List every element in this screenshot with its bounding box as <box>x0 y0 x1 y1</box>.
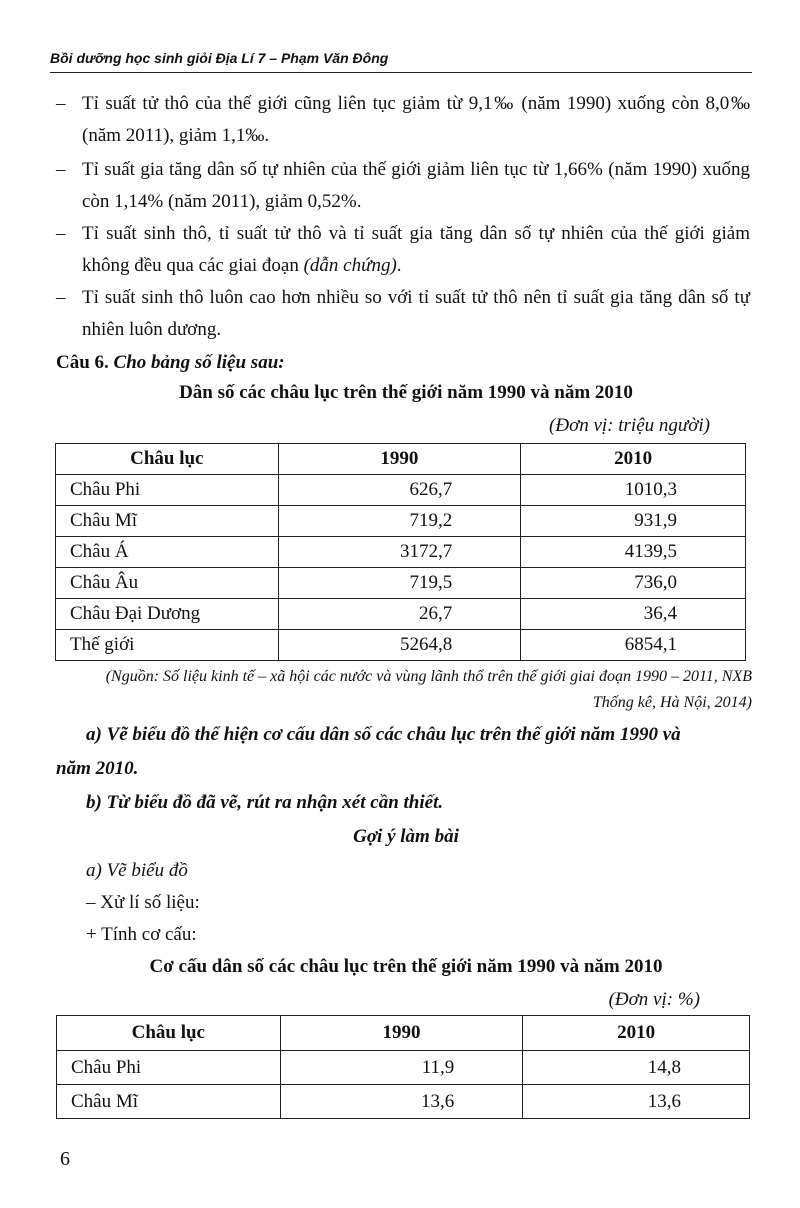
table-cell: 26,7 <box>278 599 521 630</box>
table2-unit: (Đơn vị: %) <box>608 989 700 1010</box>
guide-step-structure: + Tính cơ cấu: <box>86 924 197 945</box>
table1-unit: (Đơn vị: triệu người) <box>549 415 710 436</box>
table-cell: 626,7 <box>278 475 521 506</box>
bullet-text: Tỉ suất gia tăng dân số tự nhiên của thế giới giảm liên tục từ 1,66% (năm 1990) xuống còn 1,14% (năm 2011), giảm 0,52%. <box>82 159 750 212</box>
table-row <box>56 506 746 537</box>
table-row <box>56 599 746 630</box>
table-row <box>56 630 746 661</box>
question-prompt: Cho bảng số liệu sau: <box>113 352 285 373</box>
header-cell: 1990 <box>278 444 521 475</box>
bullet-text-evidence: (dẫn chứng) <box>303 255 397 276</box>
bullet-text-end: . <box>396 255 402 276</box>
bullet-death-rate <box>50 88 750 152</box>
table-cell: Châu Phi <box>56 475 279 506</box>
bullet-text: Tỉ suất sinh thô luôn cao hơn nhiều so với tỉ suất tử thô nên tỉ suất gia tăng dân số tự nhiên luôn dương. <box>82 287 750 340</box>
bullet-birth-vs-death <box>50 282 750 346</box>
bullet-text <box>82 218 750 282</box>
guide-step-a: a) Vẽ biểu đồ <box>86 860 188 881</box>
table-cell: 14,8 <box>523 1051 750 1085</box>
question-heading <box>56 350 285 376</box>
bullet-dash: – <box>56 159 66 180</box>
table1-title: Dân số các châu lục trên thế giới năm 1990 và năm 2010 <box>179 382 633 403</box>
task-a-line2: năm 2010. <box>56 758 139 779</box>
table-cell: 931,9 <box>521 506 746 537</box>
table-header-row <box>57 1016 750 1051</box>
header-cell: 2010 <box>521 444 746 475</box>
header-cell: Châu lục <box>56 444 279 475</box>
table-cell: 13,6 <box>280 1085 523 1119</box>
bullet-dash: – <box>56 223 66 244</box>
table-cell: Thế giới <box>56 630 279 661</box>
table-cell: 36,4 <box>521 599 746 630</box>
table-cell: Châu Âu <box>56 568 279 599</box>
table-cell: Châu Phi <box>57 1051 281 1085</box>
bullet-natural-growth <box>50 154 750 218</box>
table-cell: 719,5 <box>278 568 521 599</box>
header-rule <box>50 72 752 73</box>
table-cell: 5264,8 <box>278 630 521 661</box>
table-cell: Châu Mĩ <box>56 506 279 537</box>
table-cell: 3172,7 <box>278 537 521 568</box>
task-b: b) Từ biểu đồ đã vẽ, rút ra nhận xét cần thiết. <box>86 792 444 813</box>
table-row <box>56 568 746 599</box>
table-cell: 719,2 <box>278 506 521 537</box>
table-cell: 1010,3 <box>521 475 746 506</box>
table-cell: Châu Mĩ <box>57 1085 281 1119</box>
bullet-uneven-decline <box>50 218 750 282</box>
page-number: 6 <box>60 1148 70 1170</box>
guide-step-process: – Xử lí số liệu: <box>86 892 200 913</box>
header-cell: Châu lục <box>57 1016 281 1051</box>
bullet-text: Tỉ suất tử thô của thế giới cũng liên tục giảm từ 9,1‰ (năm 1990) xuống còn 8,0‰ (năm 2011), giảm 1,1‰. <box>82 93 750 146</box>
task-a-line1: a) Vẽ biểu đồ thể hiện cơ cấu dân số các châu lục trên thế giới năm 1990 và <box>86 724 681 745</box>
table-cell: 4139,5 <box>521 537 746 568</box>
table-cell: 6854,1 <box>521 630 746 661</box>
table1-population <box>55 443 746 661</box>
header-cell: 1990 <box>280 1016 523 1051</box>
guide-title: Gợi ý làm bài <box>353 826 459 847</box>
table-header-row <box>56 444 746 475</box>
table-cell: 11,9 <box>280 1051 523 1085</box>
table-cell: 13,6 <box>523 1085 750 1119</box>
question-label: Câu 6. <box>56 352 109 373</box>
bullet-dash: – <box>56 93 66 114</box>
table-cell: Châu Đại Dương <box>56 599 279 630</box>
bullet-text-main: Tỉ suất sinh thô, tỉ suất tử thô và tỉ suất gia tăng dân số tự nhiên của thế giới giảm không đều qua các giai đoạn <box>82 223 750 276</box>
table-row <box>56 475 746 506</box>
table2-structure <box>56 1015 750 1119</box>
table-row <box>57 1051 750 1085</box>
table-cell: Châu Á <box>56 537 279 568</box>
table1-source: (Nguồn: Số liệu kinh tế – xã hội các nước và vùng lãnh thổ trên thế giới giai đoạn 1990 – 2011, NXB Thống kê, Hà Nội, 2014) <box>105 668 752 711</box>
bullet-dash: – <box>56 287 66 308</box>
header-cell: 2010 <box>523 1016 750 1051</box>
table-row <box>57 1085 750 1119</box>
running-header: Bồi dưỡng học sinh giỏi Địa Lí 7 – Phạm Văn Đông <box>50 50 389 66</box>
table-cell: 736,0 <box>521 568 746 599</box>
table-row <box>56 537 746 568</box>
table2-title: Cơ cấu dân số các châu lục trên thế giới năm 1990 và năm 2010 <box>149 956 663 977</box>
